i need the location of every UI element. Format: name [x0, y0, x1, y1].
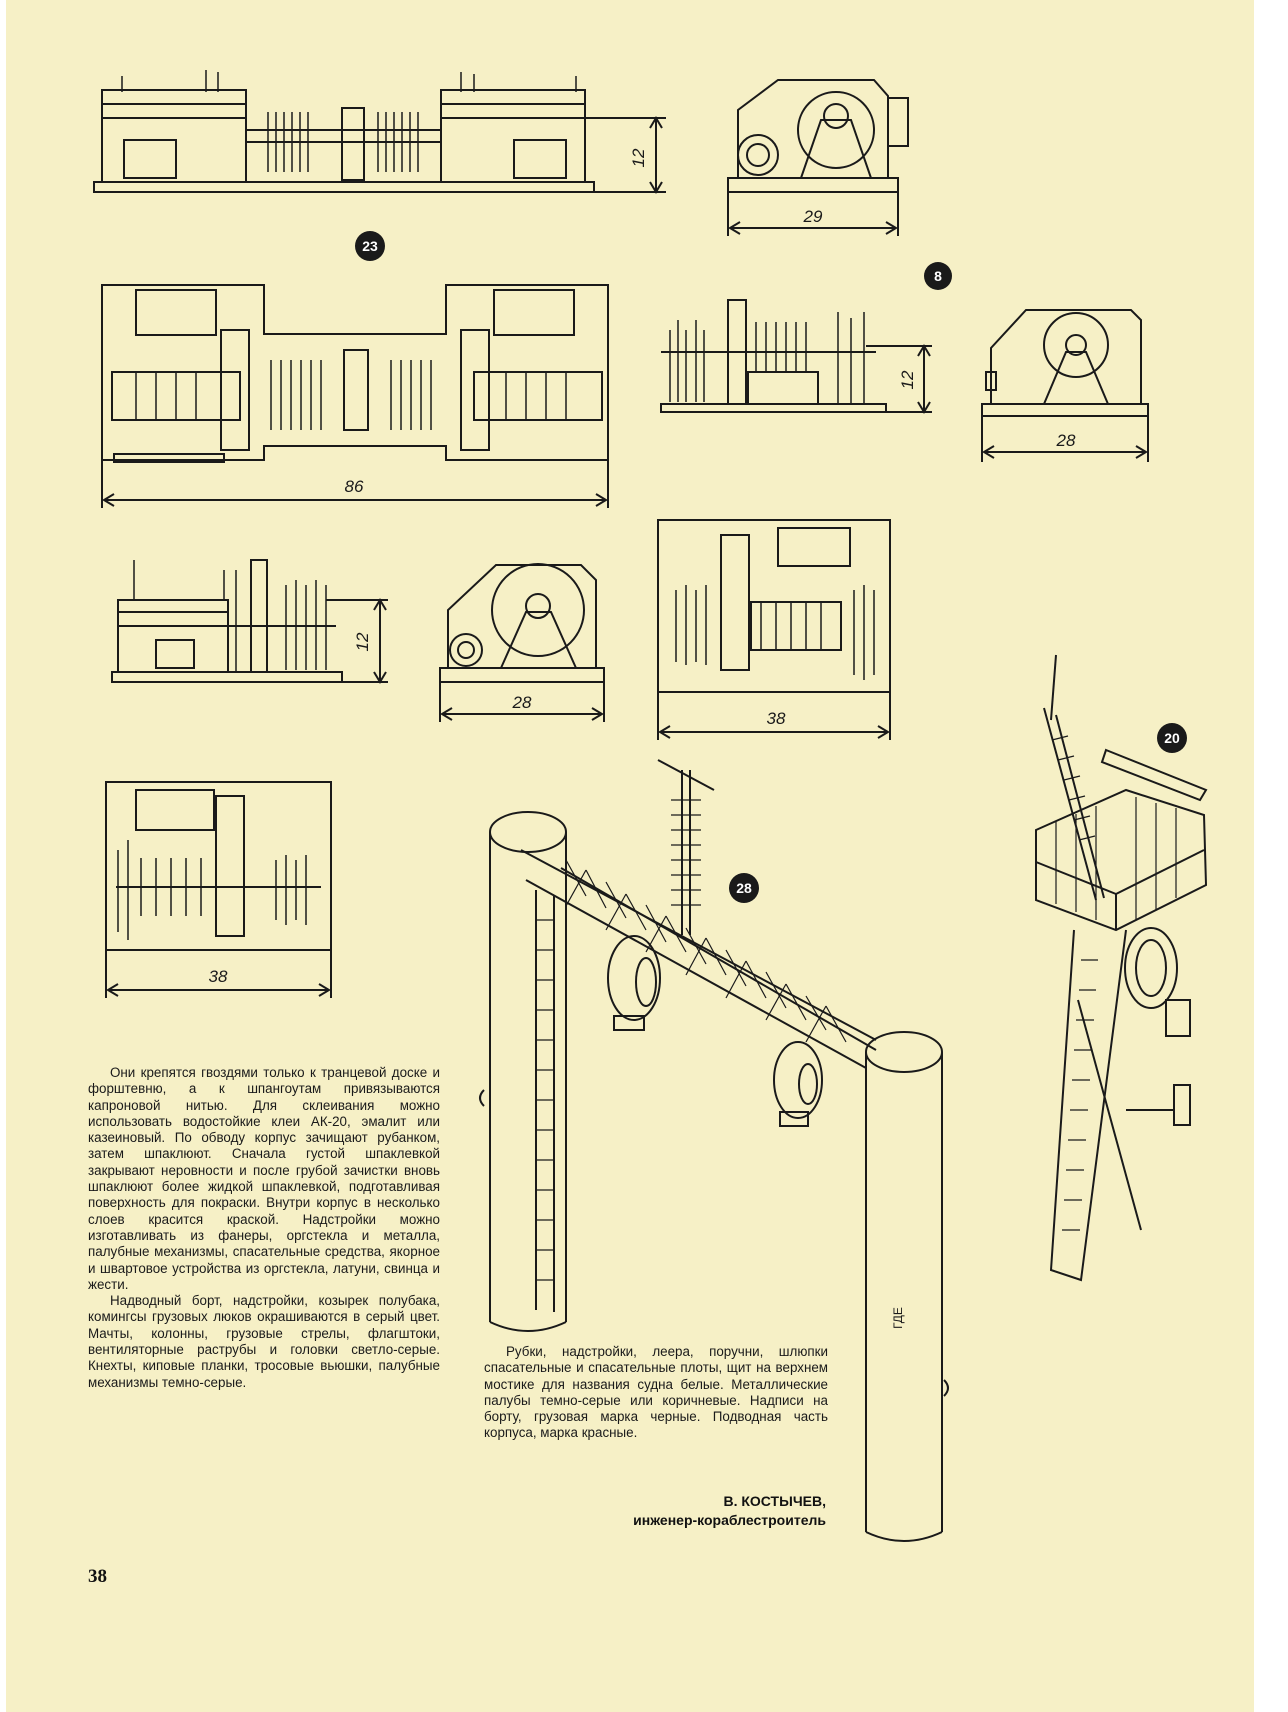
winch-bottom-plan-width-dim: 38: [208, 967, 228, 986]
article-text-left-column: [88, 1065, 440, 1391]
winch-medium-side-width-dim: 28: [1056, 431, 1076, 450]
article-paragraph-1: Они крепятся гвоздями только к транцевой доске и форштевню, а к шпангоутам привязываются капроновой нитью. Для склеивания можно использовать водостойкие клеи АК-20, эмалит или казеиновый. По обводу корпус зачищают рубанком, затем шпаклюют. Сначала густой шпаклевкой закрывают неровности и после грубой зачистки вновь шпаклюют более жидкой шпаклевкой, подготавливая поверхность для покраски. Внутри корпус в несколько слоев красится краской. Надстройки можно изготавливать из фанеры, оргстекла и металла, палубные механизмы, спасательные средства, якорное и швартовое устройства из оргстекла, латуни, свинца и жести.: [88, 1065, 440, 1292]
magazine-page: [6, 0, 1254, 1712]
author-name: В. КОСТЫЧЕВ,: [723, 1493, 826, 1509]
svg-text:23: 23: [362, 238, 378, 254]
winch-medium-height-dim: 12: [898, 370, 917, 390]
winch-large-plan-length-dim: 86: [344, 477, 364, 496]
svg-text:ГДЕ: ГДЕ: [891, 1307, 905, 1329]
winch-small-plan-view: [658, 520, 890, 740]
svg-text:28: 28: [736, 880, 752, 896]
author-signature: [586, 1492, 826, 1530]
badge-23: [355, 231, 385, 261]
article-paragraph-3: Рубки, надстройки, леера, поручни, шлюпки спасательные и спасательные плоты, щит на верхнем мостике для названия судна белые. Металлические палубы темно-серые или коричневые. Надписи на борту, грузовая марка черные. Подводная часть корпуса, марка красные.: [484, 1344, 828, 1441]
winch-small-plan-width-dim: 38: [766, 709, 786, 728]
winch-large-side-width-dim: 29: [803, 207, 823, 226]
article-text-right-column: [484, 1344, 828, 1442]
author-title: инженер-кораблестроитель: [633, 1512, 826, 1528]
article-paragraph-2: Надводный борт, надстройки, козырек полубака, комингсы грузовых люков окрашиваются в серый цвет. Мачты, колонны, грузовые стрелы, флагштоки, вентиляторные раструбы и головки светло-серые. Кнехты, киповые планки, тросовые вьюшки, палубные механизмы темно-серые.: [88, 1293, 440, 1390]
svg-text:20: 20: [1164, 730, 1180, 746]
badge-28: [729, 873, 759, 903]
technical-drawings: [6, 0, 1254, 1712]
winch-small-height-dim: 12: [353, 632, 372, 652]
page-number: 38: [88, 1566, 107, 1587]
winch-large-plan-view: [102, 285, 608, 508]
svg-text:8: 8: [934, 268, 942, 284]
winch-large-front-view: [94, 70, 666, 192]
badge-8: [924, 262, 952, 290]
winch-small-front-view: [112, 560, 388, 682]
badge-20: [1157, 723, 1187, 753]
winch-large-height-dim: 12: [629, 148, 648, 168]
winch-medium-front-view: [661, 300, 932, 412]
winch-small-side-width-dim: 28: [512, 693, 532, 712]
winch-bottom-plan-view: [106, 782, 331, 998]
